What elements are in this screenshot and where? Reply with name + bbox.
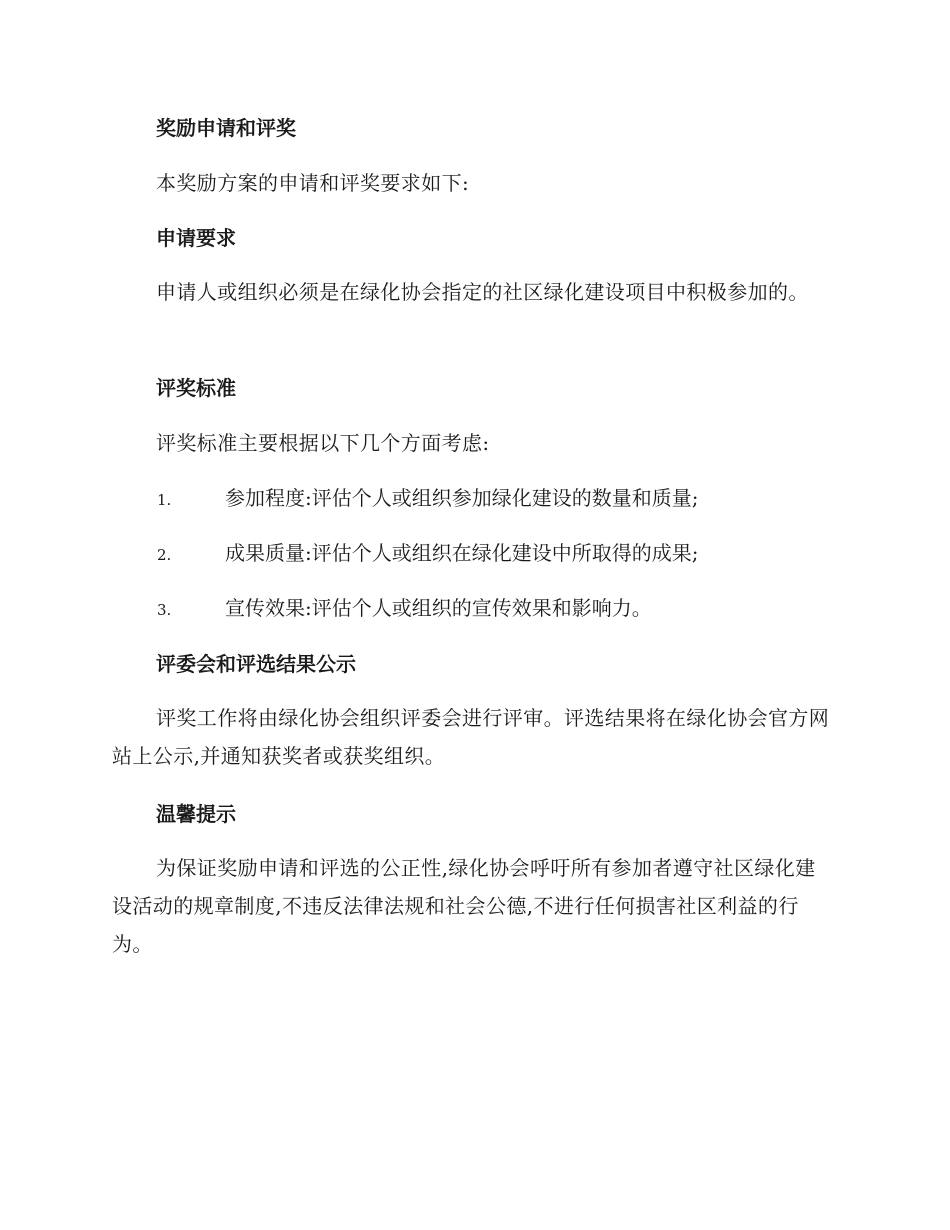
award-heading: 奖励申请和评奖 — [156, 116, 296, 140]
list-number: 3. — [157, 601, 172, 619]
requirements-paragraph: 申请人或组织必须是在绿化协会指定的社区绿化建设项目中积极参加的。 — [156, 280, 809, 304]
criteria-heading: 评奖标准 — [156, 376, 236, 400]
criteria-intro-paragraph: 评奖标准主要根据以下几个方面考虑: — [156, 431, 490, 455]
list-number: 1. — [157, 491, 172, 509]
criteria-list-item — [157, 594, 652, 624]
criteria-list-item — [157, 484, 698, 514]
tips-paragraph: 为保证奖励申请和评选的公正性,绿化协会呼吁所有参加者遵守社区绿化建设活动的规章制度,不违反法律法规和社会公德,不进行任何损害社区利益的行为。 — [112, 856, 816, 956]
list-text: 参加程度:评估个人或组织参加绿化建设的数量和质量; — [225, 486, 699, 510]
list-text: 成果质量:评估个人或组织在绿化建设中所取得的成果; — [225, 541, 699, 565]
list-number: 2. — [157, 546, 172, 564]
requirements-heading: 申请要求 — [156, 226, 236, 250]
tips-heading: 温馨提示 — [156, 802, 236, 826]
list-text: 宣传效果:评估个人或组织的宣传效果和影响力。 — [225, 596, 652, 620]
intro-paragraph: 本奖励方案的申请和评奖要求如下: — [156, 171, 470, 195]
committee-paragraph: 评奖工作将由绿化协会组织评委会进行评审。评选结果将在绿化协会官方网站上公示,并通知获奖者或获奖组织。 — [112, 706, 830, 768]
committee-heading: 评委会和评选结果公示 — [156, 652, 356, 676]
criteria-list-item — [157, 539, 698, 569]
